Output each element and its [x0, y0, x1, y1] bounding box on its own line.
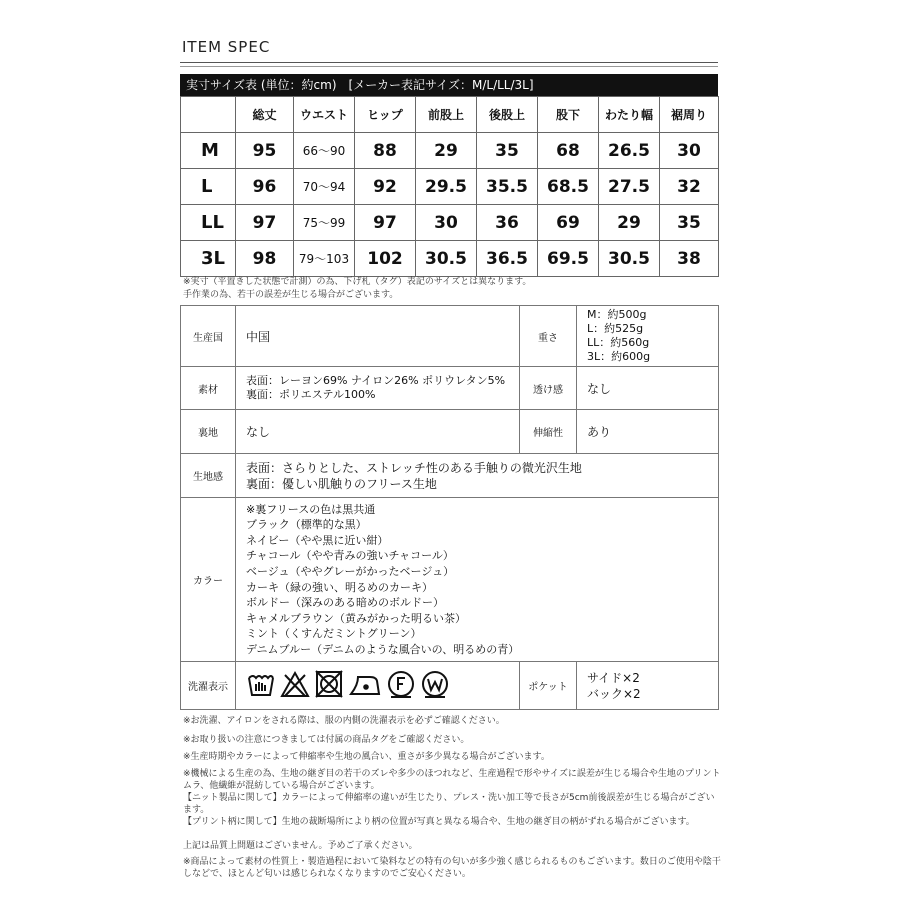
divider	[180, 62, 718, 63]
spec-row	[181, 367, 719, 410]
spec-row	[181, 498, 719, 662]
footer-note: 【ニット製品に関して】カラーによって伸縮率の違いが生じたり、プレス・洗い加工等で長さが5cm前後誤差が生じる場合がございます。	[183, 793, 715, 815]
cell: 30.5	[416, 241, 477, 277]
cell: 75〜99	[294, 205, 355, 241]
sheer-value: なし	[577, 367, 719, 410]
cell: 97	[236, 205, 294, 241]
header-cell: ヒップ	[355, 97, 416, 133]
footer-note: ※商品によって素材の性質上・製造過程において染料などの特有の匂いが多少強く感じられるものもございます。数日のご使用や陰干しなどで、ほとんど匂いは感じられなくなりますのでご安心ください。	[183, 857, 721, 879]
dry-clean-f-icon	[386, 669, 416, 702]
size-chart-table	[180, 96, 719, 277]
cell: 95	[236, 133, 294, 169]
header-cell: 後股上	[477, 97, 538, 133]
weight-line: M：約500g	[587, 308, 647, 321]
color-line: チャコール（やや青みの強いチャコール）	[246, 549, 454, 563]
cell: 92	[355, 169, 416, 205]
header-cell: ウエスト	[294, 97, 355, 133]
cell: 66〜90	[294, 133, 355, 169]
header-cell: 総丈	[236, 97, 294, 133]
sheer-label: 透け感	[520, 367, 577, 410]
size-note: 手作業の為、若干の誤差が生じる場合がございます。	[183, 290, 399, 300]
color-value	[236, 498, 719, 662]
color-line: キャメルブラウン（黄みがかった明るい茶）	[246, 611, 466, 625]
lining-label: 裏地	[181, 410, 236, 454]
color-line: ボルドー（深みのある暗めのボルドー）	[246, 596, 444, 610]
cell: 36.5	[477, 241, 538, 277]
color-line: カーキ（緑の強い、明るめのカーキ）	[246, 580, 433, 594]
table-row	[181, 169, 719, 205]
color-line: ミント（くすんだミントグリーン）	[246, 627, 422, 641]
care-label: 洗濯表示	[181, 662, 236, 710]
cell: 32	[660, 169, 719, 205]
texture-line: 表面：さらりとした、ストレッチ性のある手触りの微光沢生地	[246, 460, 582, 475]
header-cell: 裾周り	[660, 97, 719, 133]
table-row	[181, 241, 719, 277]
cell: 30	[416, 205, 477, 241]
table-row	[181, 205, 719, 241]
cell: 88	[355, 133, 416, 169]
weight-line: LL：約560g	[587, 336, 650, 349]
weight-line: 3L：約600g	[587, 350, 651, 363]
stretch-value: あり	[577, 410, 719, 454]
iron-low-icon	[348, 669, 382, 702]
cell: 29	[416, 133, 477, 169]
pocket-line: サイド×2	[587, 670, 640, 685]
cell: 29	[599, 205, 660, 241]
header-cell: 股下	[538, 97, 599, 133]
cell: 30	[660, 133, 719, 169]
size-note: ※実寸（平置きした状態で計測）の為、下げ札（タグ）表記のサイズとは異なります。	[183, 277, 532, 287]
pocket-label: ポケット	[520, 662, 577, 710]
origin-label: 生産国	[181, 306, 236, 367]
stretch-label: 伸縮性	[520, 410, 577, 454]
size-label: M	[181, 133, 236, 169]
spec-row	[181, 454, 719, 498]
table-row	[181, 133, 719, 169]
cell: 38	[660, 241, 719, 277]
color-label: カラー	[181, 498, 236, 662]
footer-note: ※お取り扱いの注意につきましては付属の商品タグをご確認ください。	[183, 735, 470, 745]
cell: 69.5	[538, 241, 599, 277]
color-line: ※裏フリースの色は黒共通	[246, 502, 376, 516]
no-bleach-icon	[280, 669, 310, 702]
footer-note: ※生産時期やカラーによって伸縮率や生地の風合い、重さが多少異なる場合がございます。	[183, 752, 550, 762]
size-chart-title: 実寸サイズ表 (単位：約cm) [メーカー表記サイズ：M/L/LL/3L]	[180, 74, 718, 96]
size-label: 3L	[181, 241, 236, 277]
divider	[180, 66, 718, 67]
material-value	[236, 367, 520, 410]
cell: 102	[355, 241, 416, 277]
cell: 35.5	[477, 169, 538, 205]
material-label: 素材	[181, 367, 236, 410]
origin-value: 中国	[236, 306, 520, 367]
color-line: ベージュ（ややグレーがかったベージュ）	[246, 564, 455, 578]
footer-note: 【プリント柄に関して】生地の裁断場所により柄の位置が写真と異なる場合や、生地の継ぎ目の柄がずれる場合がございます。	[183, 817, 695, 827]
cell: 69	[538, 205, 599, 241]
lining-value: なし	[236, 410, 520, 454]
size-chart-header-row	[181, 97, 719, 133]
size-label: L	[181, 169, 236, 205]
material-line: 裏面：ポリエステル100%	[246, 388, 376, 401]
cell: 26.5	[599, 133, 660, 169]
weight-line: L：約525g	[587, 322, 644, 335]
pocket-line: バック×2	[587, 686, 641, 701]
cell: 98	[236, 241, 294, 277]
spec-row	[181, 306, 719, 367]
cell: 79〜103	[294, 241, 355, 277]
section-heading: ITEM SPEC	[182, 38, 271, 56]
spec-table	[180, 305, 719, 710]
spec-row	[181, 410, 719, 454]
header-cell: わたり幅	[599, 97, 660, 133]
weight-label: 重さ	[520, 306, 577, 367]
care-symbols	[236, 662, 520, 710]
cell: 36	[477, 205, 538, 241]
cell: 68	[538, 133, 599, 169]
size-label: LL	[181, 205, 236, 241]
header-cell: 前股上	[416, 97, 477, 133]
footer-note: 上記は品質上問題はございません。予めご了承ください。	[183, 841, 418, 851]
cell: 30.5	[599, 241, 660, 277]
cell: 35	[660, 205, 719, 241]
spec-row	[181, 662, 719, 710]
hand-wash-icon	[246, 669, 276, 702]
texture-value	[236, 454, 719, 498]
footer-note: ※機械による生産の為、生地の継ぎ目の若干のズレや多少のほつれなど、生産過程で形やサイズに誤差が生じる場合や生地のプリントムラ、他繊維が混紡している場合がございます。	[183, 769, 721, 791]
color-line: ブラック（標準的な黒）	[246, 518, 367, 532]
cell: 97	[355, 205, 416, 241]
texture-label: 生地感	[181, 454, 236, 498]
header-cell	[181, 97, 236, 133]
cell: 29.5	[416, 169, 477, 205]
pocket-value	[577, 662, 719, 710]
cell: 35	[477, 133, 538, 169]
weight-value	[577, 306, 719, 367]
cell: 27.5	[599, 169, 660, 205]
cell: 96	[236, 169, 294, 205]
color-line: デニムブルー（デニムのような風合いの、明るめの青）	[246, 642, 520, 656]
texture-line: 裏面：優しい肌触りのフリース生地	[246, 476, 437, 491]
footer-note: ※お洗濯、アイロンをされる際は、服の内側の洗濯表示を必ずご確認ください。	[183, 716, 505, 726]
material-line: 表面：レーヨン69% ナイロン26% ポリウレタン5%	[246, 374, 506, 387]
no-tumble-dry-icon	[314, 669, 344, 702]
color-line: ネイビー（やや黒に近い紺）	[246, 533, 389, 547]
wet-clean-w-icon	[420, 669, 450, 702]
cell: 70〜94	[294, 169, 355, 205]
cell: 68.5	[538, 169, 599, 205]
